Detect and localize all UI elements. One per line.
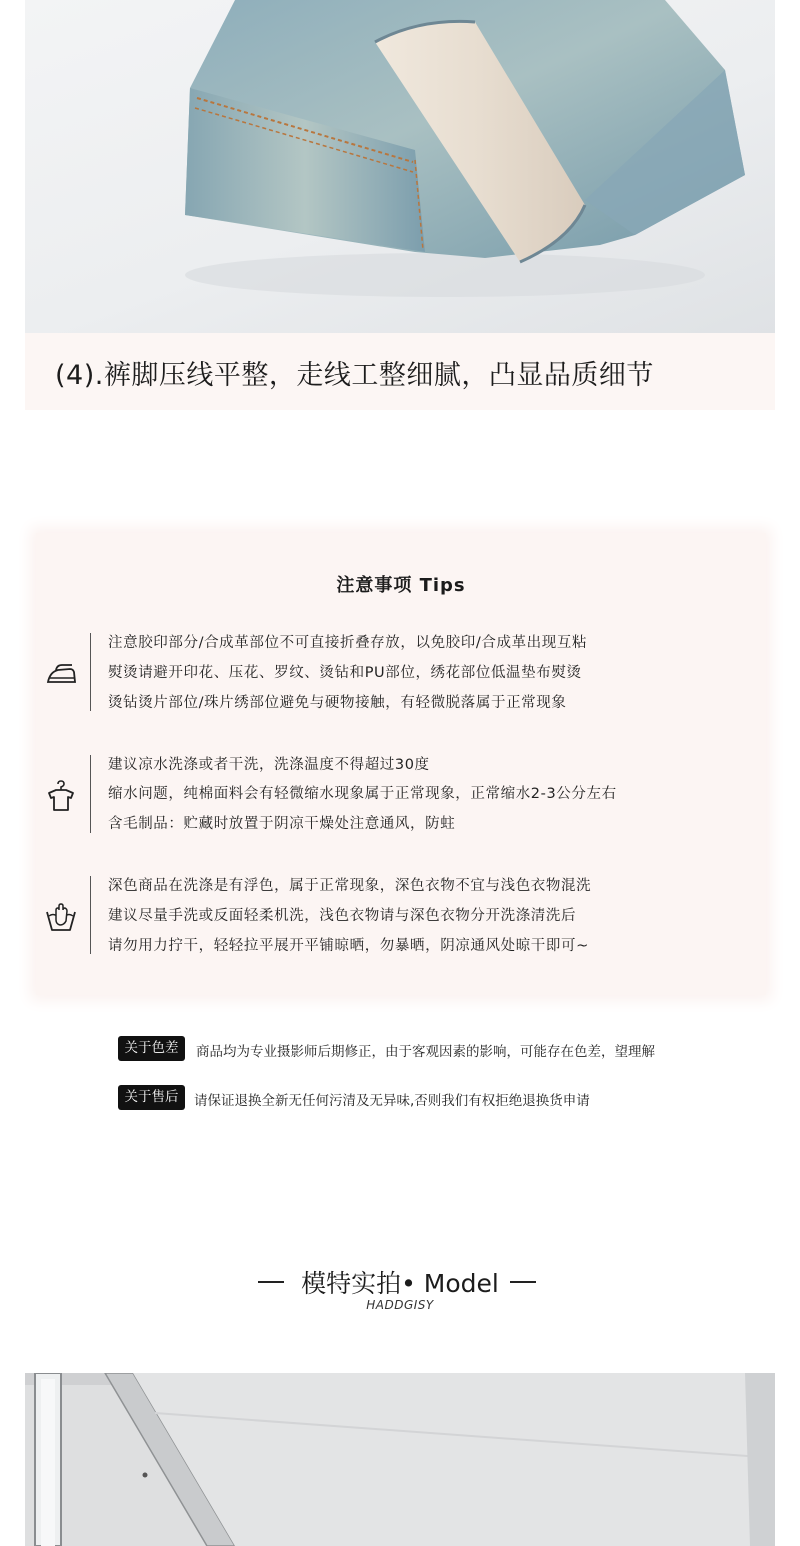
tip-line: 建议凉水洗涤或者干洗，洗涤温度不得超过30度	[108, 757, 430, 773]
jeans-hem-illustration	[25, 0, 775, 333]
tip-line: 烫钻烫片部位/珠片绣部位避免与硬物接触，有轻微脱落属于正常现象	[108, 695, 567, 711]
tip-line: 注意胶印部分/合成革部位不可直接折叠存放，以免胶印/合成革出现互粘	[108, 635, 588, 651]
brand-name: HADDGISY	[366, 1298, 434, 1312]
color-difference-note: 商品均为专业摄影师后期修正，由于客观因素的影响，可能存在色差，望理解	[196, 1044, 655, 1060]
tip-line: 熨烫请避开印花、压花、罗纹、烫钻和PU部位，绣花部位低温垫布熨烫	[108, 665, 582, 681]
tip-line: 缩水问题，纯棉面料会有轻微缩水现象属于正常现象，正常缩水2-3公分左右	[108, 786, 617, 802]
title-dash-right	[510, 1281, 536, 1283]
after-sales-note: 请保证退换全新无任何污清及无异味,否则我们有权拒绝退换货申请	[194, 1093, 590, 1109]
tip-line: 请勿用力拧干，轻轻拉平展开平铺晾晒，勿暴晒，阴凉通风处晾干即可~	[108, 938, 589, 954]
jeans-hem-photo	[25, 0, 775, 333]
color-difference-badge: 关于色差	[118, 1036, 185, 1061]
tip-divider	[90, 755, 91, 833]
hand-wash-icon	[44, 900, 78, 934]
care-tips-card	[36, 533, 766, 995]
tip-group-hand-wash	[36, 876, 766, 976]
tip-group-iron	[36, 633, 766, 733]
tip-line: 含毛制品：贮藏时放置于阴凉干燥处注意通风，防蛀	[108, 816, 456, 832]
iron-icon	[44, 657, 78, 691]
model-photo	[25, 1373, 775, 1546]
hem-caption-band	[25, 333, 775, 410]
tip-group-hang-dry	[36, 755, 766, 855]
after-sales-badge: 关于售后	[118, 1085, 185, 1110]
hem-caption: (4).裤脚压线平整，走线工整细腻，凸显品质细节	[55, 360, 654, 391]
model-photo-illustration	[25, 1373, 775, 1546]
tip-divider	[90, 633, 91, 711]
tips-title: 注意事项 Tips	[336, 575, 466, 596]
tip-line: 深色商品在洗涤是有浮色，属于正常现象，深色衣物不宜与浅色衣物混洗	[108, 878, 592, 894]
hang-dry-icon	[44, 779, 78, 813]
tip-line: 建议尽量手洗或反面轻柔机洗，浅色衣物请与深色衣物分开洗涤清洗后	[108, 908, 577, 924]
model-section-title: 模特实拍• Model	[301, 1269, 499, 1298]
tip-divider	[90, 876, 91, 954]
